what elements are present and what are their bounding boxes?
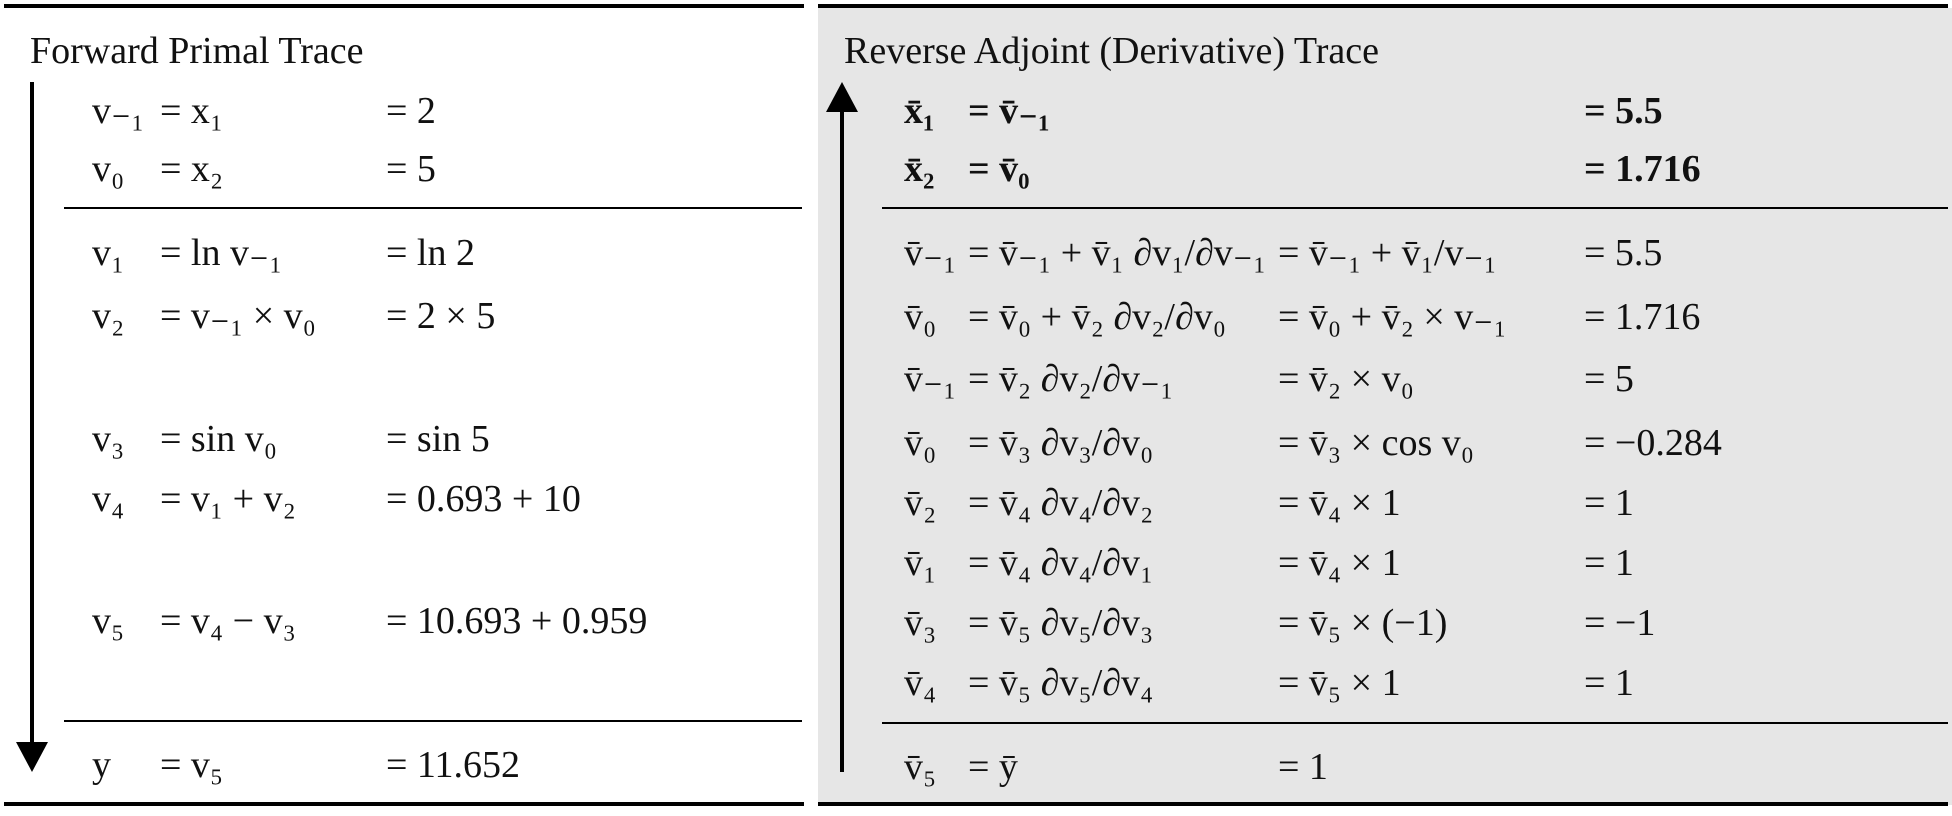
rev-expr: = v̄₄ ∂v₄/∂v₂ — [968, 482, 1154, 524]
rev-expr: = v̄₄ ∂v₄/∂v₁ — [968, 542, 1154, 584]
rev-value: = 1.716 — [1584, 148, 1701, 190]
rev-mid: = v̄₅ × 1 — [1278, 662, 1401, 704]
fwd-value: = 0.693 + 10 — [386, 478, 581, 520]
rev-expr: = v̄₀ + v̄₂ ∂v₂/∂v₀ — [968, 296, 1226, 338]
rev-lhs: v̄₋₁ — [904, 232, 957, 274]
rev-lhs: v̄₋₁ — [904, 358, 957, 400]
bottom-rule — [4, 802, 804, 806]
top-rule — [818, 4, 1948, 8]
rev-expr: = v̄₋₁ — [968, 90, 1050, 132]
rev-value: = −1 — [1584, 602, 1656, 644]
rev-lhs: v̄₅ — [904, 746, 937, 788]
rule-before-seed — [882, 722, 1948, 724]
fwd-expr: = sin v₀ — [160, 418, 278, 460]
forward-trace-panel — [0, 0, 808, 816]
fwd-lhs: v₅ — [92, 600, 125, 642]
bottom-rule — [818, 802, 1948, 806]
rev-value: = −0.284 — [1584, 422, 1722, 464]
rev-expr: = v̄₃ ∂v₃/∂v₀ — [968, 422, 1154, 464]
top-rule — [4, 4, 804, 8]
fwd-expr: = v₄ − v₃ — [160, 600, 296, 642]
rev-value: = 1 — [1584, 482, 1634, 524]
rev-value: = 5 — [1584, 358, 1634, 400]
up-arrow-icon — [818, 0, 878, 816]
rev-lhs: v̄₀ — [904, 422, 937, 464]
fwd-value: = 2 × 5 — [386, 295, 496, 337]
rule-after-outputs — [882, 207, 1948, 209]
fwd-lhs: v₀ — [92, 148, 125, 190]
fwd-lhs: v₋₁ — [92, 90, 145, 132]
rev-lhs: v̄₂ — [904, 482, 937, 524]
fwd-expr: = v₋₁ × v₀ — [160, 295, 316, 337]
rev-mid: = v̄₋₁ + v̄₁/v₋₁ — [1278, 232, 1497, 274]
fwd-value: = 5 — [386, 148, 436, 190]
rev-value: = 5.5 — [1584, 90, 1663, 132]
rev-value: = 1 — [1584, 662, 1634, 704]
fwd-value: = 2 — [386, 90, 436, 132]
fwd-lhs: v₂ — [92, 295, 125, 337]
fwd-value: = 10.693 + 0.959 — [386, 600, 648, 642]
rev-lhs: v̄₁ — [904, 542, 937, 584]
rev-value: = 5.5 — [1584, 232, 1663, 274]
rev-expr: = ȳ — [968, 746, 1018, 788]
rule-after-inputs — [64, 207, 802, 209]
rev-mid: = v̄₄ × 1 — [1278, 542, 1401, 584]
fwd-lhs: v₃ — [92, 418, 125, 460]
fwd-lhs: v₄ — [92, 478, 125, 520]
rev-mid: = v̄₂ × v₀ — [1278, 358, 1414, 400]
rev-expr: = v̄₅ ∂v₅/∂v₃ — [968, 602, 1154, 644]
down-arrow-icon — [0, 0, 60, 816]
fwd-lhs: y — [92, 744, 111, 786]
reverse-trace-title: Reverse Adjoint (Derivative) Trace — [844, 30, 1380, 72]
rev-lhs: x̄₁ — [904, 90, 935, 132]
fwd-expr: = v₁ + v₂ — [160, 478, 296, 520]
fwd-value: = sin 5 — [386, 418, 490, 460]
rev-value: = 1 — [1584, 542, 1634, 584]
rev-expr: = v̄₅ ∂v₅/∂v₄ — [968, 662, 1154, 704]
rev-expr: = v̄₋₁ + v̄₁ ∂v₁/∂v₋₁ — [968, 232, 1267, 274]
fwd-value: = 11.652 — [386, 744, 521, 786]
rule-before-output — [64, 720, 802, 722]
fwd-expr: = v₅ — [160, 744, 224, 786]
rev-expr: = v̄₀ — [968, 148, 1030, 190]
rev-mid: = 1 — [1278, 746, 1328, 788]
rev-expr: = v̄₂ ∂v₂/∂v₋₁ — [968, 358, 1174, 400]
rev-lhs: v̄₃ — [904, 602, 937, 644]
fwd-value: = ln 2 — [386, 232, 475, 274]
fwd-lhs: v₁ — [92, 232, 125, 274]
rev-mid: = v̄₅ × (−1) — [1278, 602, 1448, 644]
rev-value: = 1.716 — [1584, 296, 1701, 338]
fwd-expr: = ln v₋₁ — [160, 232, 283, 274]
rev-mid: = v̄₀ + v̄₂ × v₋₁ — [1278, 296, 1507, 338]
forward-trace-title: Forward Primal Trace — [30, 30, 364, 72]
fwd-expr: = x₂ — [160, 148, 224, 190]
rev-lhs: v̄₄ — [904, 662, 937, 704]
fwd-expr: = x₁ — [160, 90, 224, 132]
rev-lhs: x̄₂ — [904, 148, 935, 190]
rev-lhs: v̄₀ — [904, 296, 937, 338]
rev-mid: = v̄₃ × cos v₀ — [1278, 422, 1475, 464]
reverse-trace-panel — [818, 0, 1952, 816]
rev-mid: = v̄₄ × 1 — [1278, 482, 1401, 524]
